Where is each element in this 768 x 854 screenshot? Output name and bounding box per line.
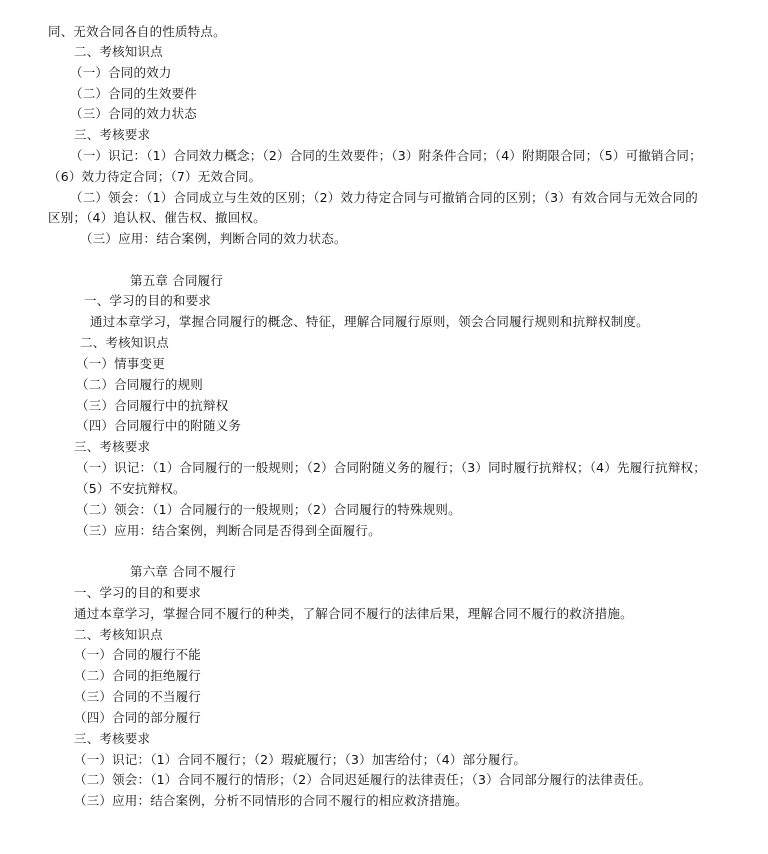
chapter-title: 第五章 合同履行 (130, 273, 224, 288)
text-line: 通过本章学习，掌握合同不履行的种类，了解合同不履行的法律后果，理解合同不履行的救济措施。 (74, 606, 633, 621)
list-item: （一）合同的履行不能 (74, 647, 202, 662)
text-line: （一）识记：（1）合同不履行；（2）瑕疵履行；（3）加害给付；（4）部分履行。 (74, 752, 527, 767)
text-line: 同、无效合同各自的性质特点。 (48, 24, 226, 39)
text-line: （三）应用：结合案例，分析不同情形的合同不履行的相应救济措施。 (74, 793, 468, 808)
text-line: （6）效力待定合同；（7）无效合同。 (48, 169, 262, 184)
section-heading: 三、考核要求 (74, 127, 151, 142)
list-item: （三）合同的不当履行 (74, 689, 202, 704)
text-line: （一）识记：（1）合同效力概念；（2）合同的生效要件；（3）附条件合同；（4）附期限合同；（5）可撤销合同； (70, 148, 702, 163)
section-heading: 三、考核要求 (74, 439, 151, 454)
list-item: （四）合同的部分履行 (74, 710, 202, 725)
section-heading: 二、考核知识点 (74, 627, 163, 642)
list-item: （二）合同的拒绝履行 (74, 668, 202, 683)
text-line: （二）领会：（1）合同成立与生效的区别；（2）效力待定合同与可撤销合同的区别；（3）有效合同与无效合同的 (70, 190, 699, 205)
text-line: （三）应用：结合案例，判断合同是否得到全面履行。 (76, 523, 381, 538)
chapter-title: 第六章 合同不履行 (130, 564, 236, 579)
text-line: （二）领会：（1）合同不履行的情形；（2）合同迟延履行的法律责任；（3）合同部分履行的法律责任。 (74, 772, 652, 787)
list-item: （四）合同履行中的附随义务 (76, 418, 242, 433)
text-line: （二）领会：（1）合同履行的一般规则；（2）合同履行的特殊规则。 (76, 502, 461, 517)
text-line: 区别；（4）追认权、催告权、撤回权。 (48, 210, 266, 225)
section-heading: 一、学习的目的和要求 (74, 585, 202, 600)
text-line: （三）应用：结合案例，判断合同的效力状态。 (80, 231, 347, 246)
section-heading: 三、考核要求 (74, 731, 151, 746)
text-line: 通过本章学习，掌握合同履行的概念、特征，理解合同履行原则，领会合同履行规则和抗辩权制度。 (90, 314, 649, 329)
list-item: （一）情事变更 (76, 356, 165, 371)
list-item: （三）合同的效力状态 (70, 106, 198, 121)
list-item: （二）合同履行的规则 (76, 377, 204, 392)
list-item: （一）合同的效力 (70, 65, 172, 80)
text-line: （5）不安抗辩权。 (76, 481, 186, 496)
section-heading: 二、考核知识点 (80, 335, 169, 350)
list-item: （二）合同的生效要件 (70, 86, 198, 101)
section-heading: 二、考核知识点 (74, 44, 163, 59)
list-item: （三）合同履行中的抗辩权 (76, 398, 229, 413)
section-heading: 一、学习的目的和要求 (84, 293, 212, 308)
text-line: （一）识记：（1）合同履行的一般规则；（2）合同附随义务的履行；（3）同时履行抗辩权；（4）先履行抗辩权； (76, 460, 706, 475)
